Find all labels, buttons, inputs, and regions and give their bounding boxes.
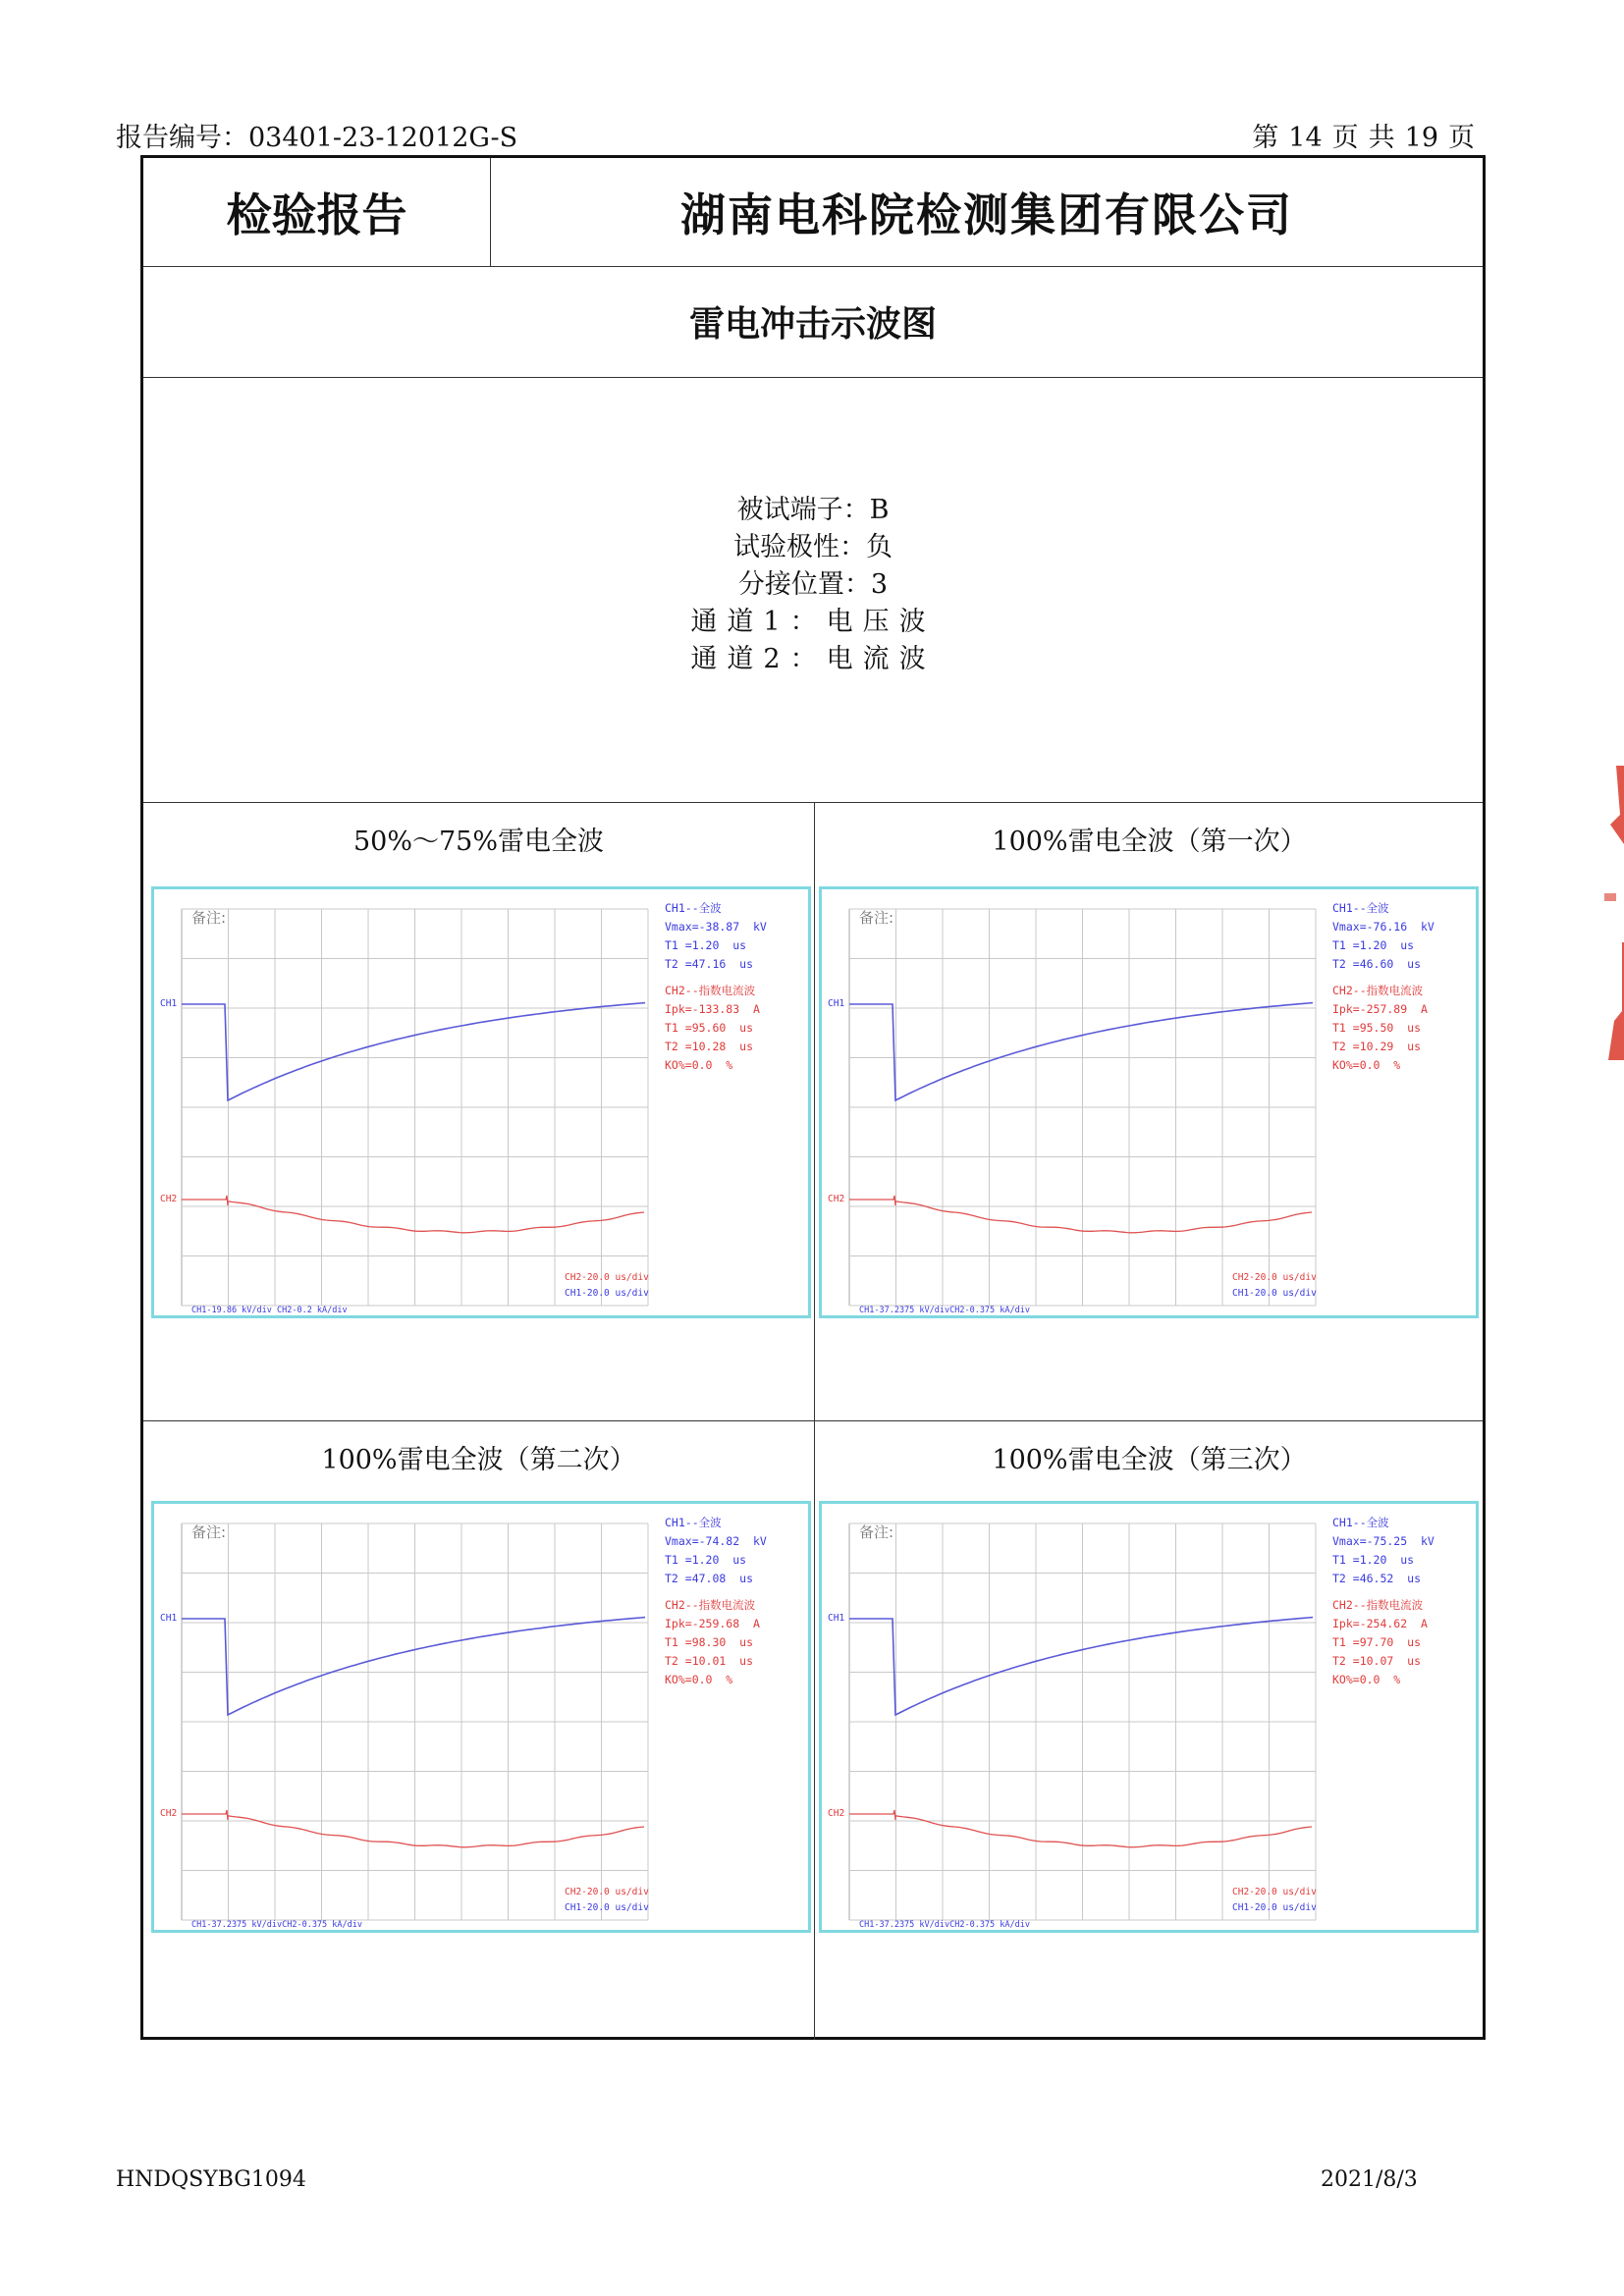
page-header-right: [1242, 116, 1475, 154]
table-line: [814, 802, 815, 2040]
ch1-marker: CH1: [828, 998, 845, 1009]
ch2-marker: CH2: [828, 1808, 845, 1819]
ch1-title: CH1--全波: [665, 1516, 722, 1529]
measurement-readout: [665, 899, 767, 1075]
ch2-ipk: Ipk=-133.83 A: [665, 1002, 760, 1016]
time-scale-ch2: CH2-20.0 us/div: [1232, 1887, 1317, 1897]
time-scale-ch1: CH1-20.0 us/div: [565, 1288, 649, 1299]
ch2-ko: KO%=0.0 %: [1332, 1673, 1401, 1686]
ch2-t2: T2 =10.28 us: [665, 1040, 754, 1053]
ch1-title: CH1--全波: [665, 901, 722, 915]
amplitude-scale: CH1-19.86 kV/div CH2-0.2 kA/div: [191, 1306, 348, 1315]
grid: [849, 1523, 1316, 1920]
page-label-2: 页: [1331, 123, 1359, 153]
ch2-current-trace: [182, 1196, 644, 1233]
ch1-voltage-trace: [849, 1003, 1313, 1100]
ch1-vmax: Vmax=-74.82 kV: [665, 1534, 767, 1548]
report-no-label: 报告编号：: [116, 123, 248, 153]
report-type: 检验报告: [143, 158, 491, 266]
ch1-voltage-trace: [182, 1618, 645, 1715]
test-info: [143, 492, 1483, 678]
measurement-readout: [1332, 1514, 1435, 1689]
ch2-t1: T1 =95.60 us: [665, 1021, 754, 1035]
time-scale-ch1: CH1-20.0 us/div: [1232, 1902, 1317, 1913]
ch2-ko: KO%=0.0 %: [1332, 1058, 1401, 1072]
ch1-t1: T1 =1.20 us: [665, 1553, 747, 1567]
scope-note-label: 备注:: [191, 1523, 227, 1541]
scope-note-label: 备注:: [859, 909, 894, 927]
ch1-t1: T1 =1.20 us: [1332, 938, 1415, 952]
ch1-t2: T2 =46.52 us: [1332, 1572, 1422, 1585]
ch2-ipk: Ipk=-254.62 A: [1332, 1617, 1428, 1630]
page-header-left: [116, 116, 517, 154]
grid: [849, 909, 1316, 1306]
ch2-t2: T2 =10.01 us: [665, 1654, 754, 1668]
table-line: [143, 1420, 1483, 1421]
panel-caption: 50%～75%雷电全波: [352, 827, 605, 857]
ch1-voltage-trace: [849, 1618, 1313, 1715]
ch2-marker: CH2: [828, 1194, 845, 1204]
page-total: 19: [1404, 123, 1438, 153]
page-label-1: 第: [1252, 123, 1279, 153]
ch2-t1: T1 =97.70 us: [1332, 1635, 1422, 1649]
time-scale-ch2: CH2-20.0 us/div: [1232, 1272, 1317, 1283]
ch1-t1: T1 =1.20 us: [665, 938, 747, 952]
ch2-ipk: Ipk=-259.68 A: [665, 1617, 760, 1630]
seal-stamp-icon: [1602, 766, 1624, 1060]
table-line: [143, 802, 1483, 803]
ch2-t1: T1 =98.30 us: [665, 1635, 754, 1649]
panel-caption: 100%雷电全波（第一次）: [992, 827, 1307, 857]
ch2-t2: T2 =10.29 us: [1332, 1040, 1422, 1053]
ch2-t1: T1 =95.50 us: [1332, 1021, 1422, 1035]
ch2-marker: CH2: [160, 1808, 178, 1819]
ch1-marker: CH1: [828, 1613, 845, 1624]
panel-caption: 100%雷电全波（第二次）: [321, 1445, 636, 1475]
page-label-4: 页: [1448, 123, 1475, 153]
ch2-title: CH2--指数电流波: [665, 984, 756, 997]
ch2-ipk: Ipk=-257.89 A: [1332, 1002, 1428, 1016]
measurement-readout: [665, 1514, 767, 1689]
scope-note-label: 备注:: [191, 909, 227, 927]
page-label-3: 共: [1368, 123, 1395, 153]
ch1-title: CH1--全波: [1332, 901, 1389, 915]
ch2-current-trace: [849, 1810, 1312, 1847]
ch1-t1: T1 =1.20 us: [1332, 1553, 1415, 1567]
grid: [182, 909, 648, 1306]
oscilloscope-plot: [151, 1501, 811, 1933]
oscilloscope-plot: [819, 1501, 1479, 1933]
ch2-title: CH2--指数电流波: [1332, 1598, 1424, 1612]
ch2-title: CH2--指数电流波: [1332, 984, 1424, 997]
ch2-ko: KO%=0.0 %: [665, 1058, 733, 1072]
amplitude-scale: CH1-37.2375 kV/divCH2-0.375 kA/div: [859, 1920, 1030, 1930]
ch1-marker: CH1: [160, 998, 178, 1009]
ch2-t2: T2 =10.07 us: [1332, 1654, 1422, 1668]
form-code: HNDQSYBG1094: [116, 2167, 306, 2192]
ch1-marker: CH1: [160, 1613, 178, 1624]
amplitude-scale: CH1-37.2375 kV/divCH2-0.375 kA/div: [859, 1306, 1030, 1315]
measurement-readout: [1332, 899, 1435, 1075]
time-scale-ch1: CH1-20.0 us/div: [565, 1902, 649, 1913]
report-frame: [140, 155, 1486, 2040]
ch2-marker: CH2: [160, 1194, 178, 1204]
scope-note-label: 备注:: [859, 1523, 894, 1541]
title-row: [143, 158, 1483, 267]
time-scale-ch1: CH1-20.0 us/div: [1232, 1288, 1317, 1299]
report-no: 03401-23-12012G-S: [248, 123, 518, 153]
ch1-t2: T2 =46.60 us: [1332, 957, 1422, 971]
panel-caption: 100%雷电全波（第三次）: [992, 1445, 1307, 1475]
page-current: 14: [1288, 123, 1323, 153]
ch1-t2: T2 =47.08 us: [665, 1572, 754, 1585]
ch1-t2: T2 =47.16 us: [665, 957, 754, 971]
oscilloscope-plot: [151, 886, 811, 1318]
ch2-ko: KO%=0.0 %: [665, 1673, 733, 1686]
test-tap: 分接位置：3: [737, 569, 889, 600]
ch2-current-trace: [849, 1196, 1312, 1233]
channel-1-desc: 通道1：电压波: [690, 607, 936, 637]
time-scale-ch2: CH2-20.0 us/div: [565, 1887, 649, 1897]
ch1-vmax: Vmax=-76.16 kV: [1332, 920, 1435, 934]
test-polarity: 试验极性：负: [733, 532, 893, 562]
ch1-vmax: Vmax=-75.25 kV: [1332, 1534, 1435, 1548]
section-title: 雷电冲击示波图: [143, 266, 1483, 378]
footer-date: 2021/8/3: [1321, 2167, 1418, 2192]
oscilloscope-plot: [819, 886, 1479, 1318]
ch1-voltage-trace: [182, 1003, 645, 1100]
amplitude-scale: CH1-37.2375 kV/divCH2-0.375 kA/div: [191, 1920, 362, 1930]
time-scale-ch2: CH2-20.0 us/div: [565, 1272, 649, 1283]
ch1-title: CH1--全波: [1332, 1516, 1389, 1529]
ch2-title: CH2--指数电流波: [665, 1598, 756, 1612]
channel-2-desc: 通道2：电流波: [690, 644, 936, 674]
company-name: 湖南电科院检测集团有限公司: [680, 188, 1293, 241]
ch2-current-trace: [182, 1810, 644, 1847]
grid: [182, 1523, 648, 1920]
ch1-vmax: Vmax=-38.87 kV: [665, 920, 767, 934]
test-terminal: 被试端子：B: [736, 495, 890, 525]
